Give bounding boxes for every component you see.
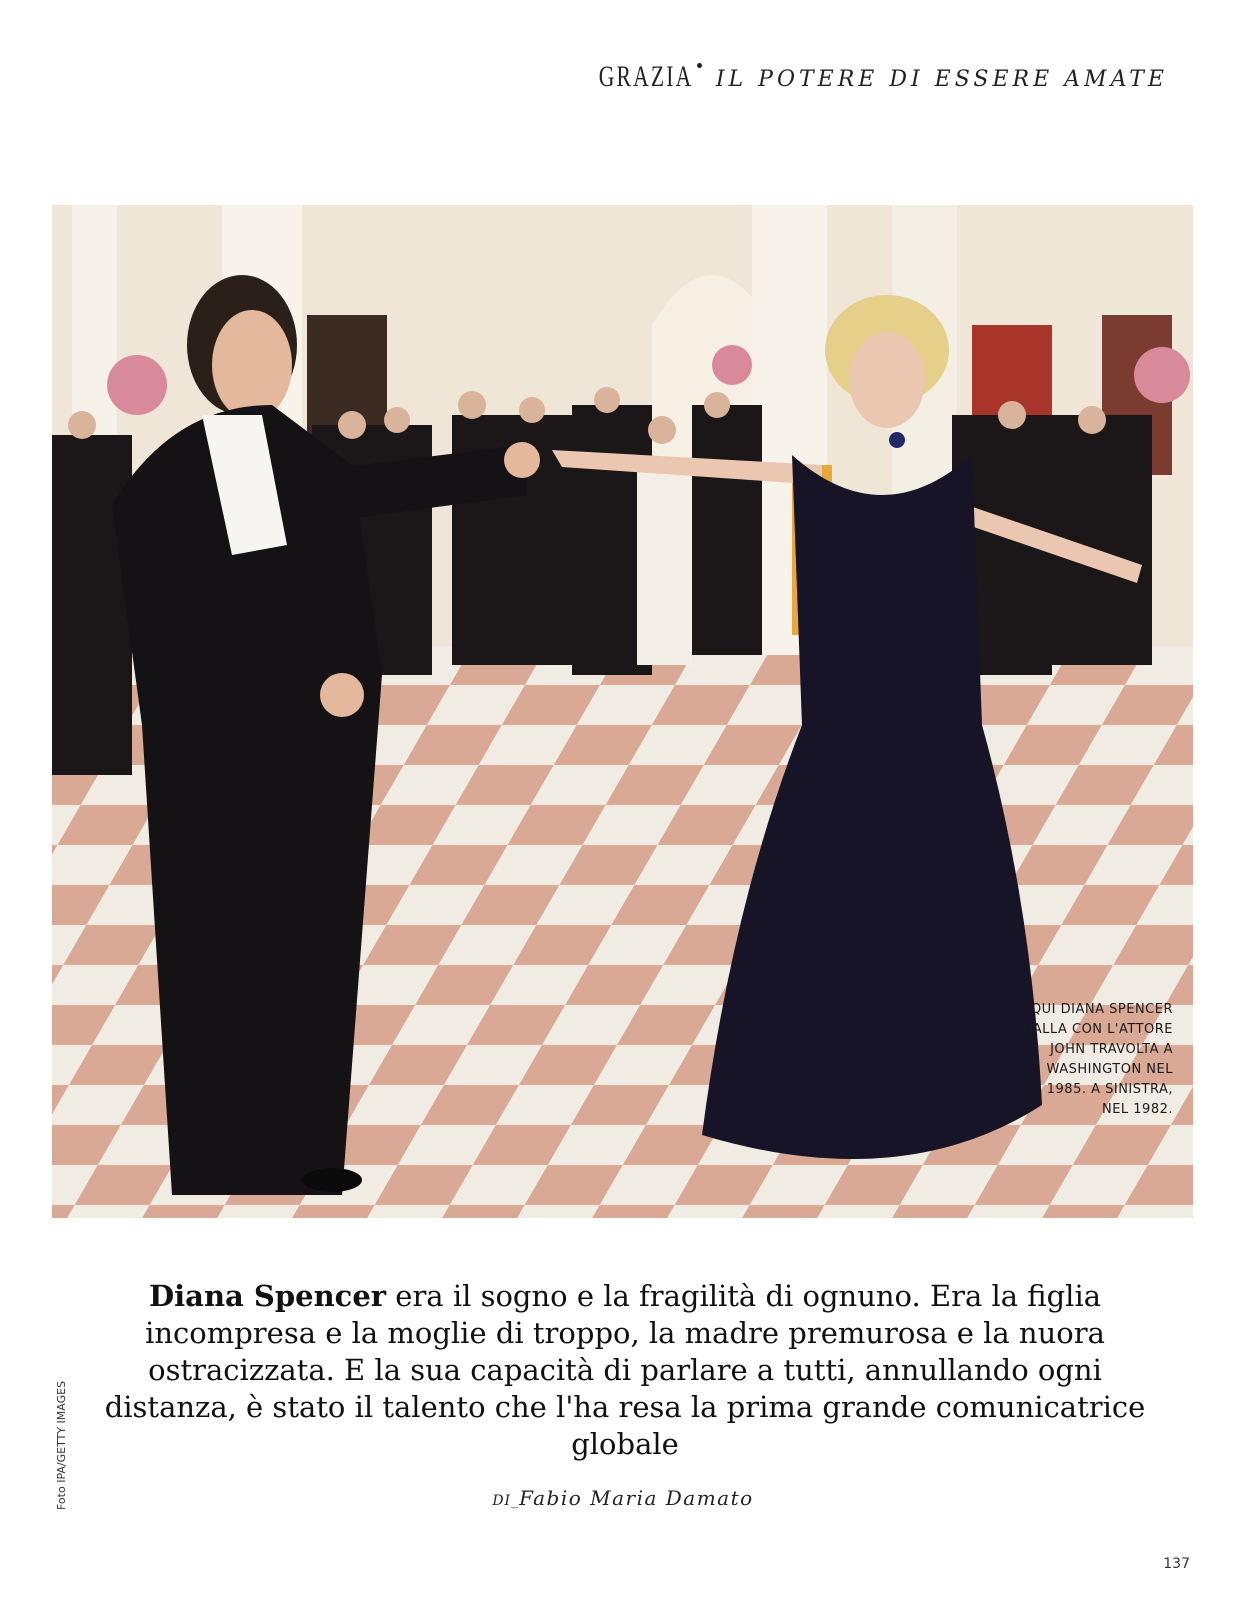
photo-caption: QUI DIANA SPENCER BALLA CON L'ATTORE JOHN TRAVOLTA A WASHINGTON NEL 1985. A SINISTRA, NEL 1982. (1023, 1002, 1173, 1117)
ballroom-photo (52, 205, 1193, 1218)
byline-prefix: DI_ (492, 1493, 520, 1509)
lead-name: Diana Spencer (148, 1279, 387, 1313)
page-header (562, 60, 1168, 94)
brand-logo: GRAZIA (598, 60, 693, 93)
lead-paragraph (100, 1278, 1150, 1463)
section-title: IL POTERE DI ESSERE AMATE (715, 67, 1168, 92)
page-number: 137 (1163, 1556, 1190, 1572)
brand-dot (697, 63, 702, 68)
byline (0, 1486, 1246, 1510)
photo-credit: Foto IPA/GETTY IMAGES (55, 1380, 68, 1510)
byline-author: Fabio Maria Damato (519, 1486, 754, 1510)
main-photo (52, 205, 1193, 1218)
lead-text: era il sogno e la fragilità di ognuno. Era la figlia incompresa e la moglie di troppo, la madre premurosa e la nuora ostracizzata. E la sua capacità di parlare a tutti, annullando ogni distanza, è stato il talento che l'ha resa la prima grande comunicatrice globale (104, 1279, 1146, 1461)
